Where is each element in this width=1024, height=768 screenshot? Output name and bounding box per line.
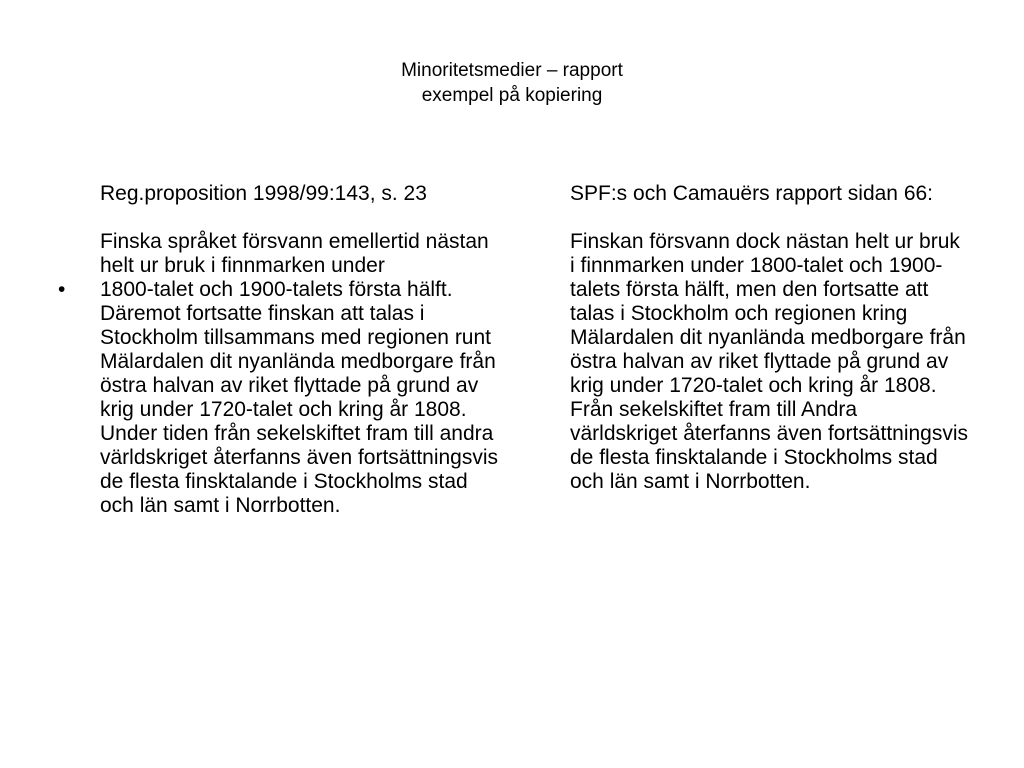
- left-heading: Reg.proposition 1998/99:143, s. 23: [100, 182, 427, 205]
- bullet-icon: •: [58, 278, 66, 301]
- title-line-2: exempel på kopiering: [421, 85, 603, 106]
- left-bullet-item: [58, 278, 500, 518]
- right-column: [570, 182, 970, 518]
- right-heading: SPF:s och Camauërs rapport sidan 66:: [570, 182, 934, 205]
- left-column: [58, 182, 500, 518]
- slide-title: [0, 58, 1024, 108]
- left-bullet-text: 1800-talet och 1900-talets första hälft. Däremot fortsatte finskan att talas i Stockholm tillsammans med regionen runt Mälardalen dit nyanlända medborgare från östra halvan av riket flyttade på grund av krig under 1720-talet och kring år 1808. Under tiden från sekelskiftet fram till andra världskriget återfanns även fortsättningsvis de flesta finsktalande i Stockholms stad och län samt i Norrbotten.: [100, 278, 499, 517]
- right-paragraph: Finskan försvann dock nästan helt ur bruk i finnmarken under 1800-talet och 1900-talets första hälft, men den fortsatte att talas i Stockholm och regionen kring Mälardalen dit nyanlända medborgare från östra halvan av riket flyttade på grund av krig under 1720-talet och kring år 1808. Från sekelskiftet fram till Andra världskriget återfanns även fortsättningsvis de flesta finsktalande i Stockholms stad och län samt i Norrbotten.: [570, 230, 969, 493]
- left-intro-paragraph: Finska språket försvann emellertid nästan helt ur bruk i finnmarken under: [100, 230, 489, 277]
- title-line-1: Minoritetsmedier – rapport: [401, 60, 623, 81]
